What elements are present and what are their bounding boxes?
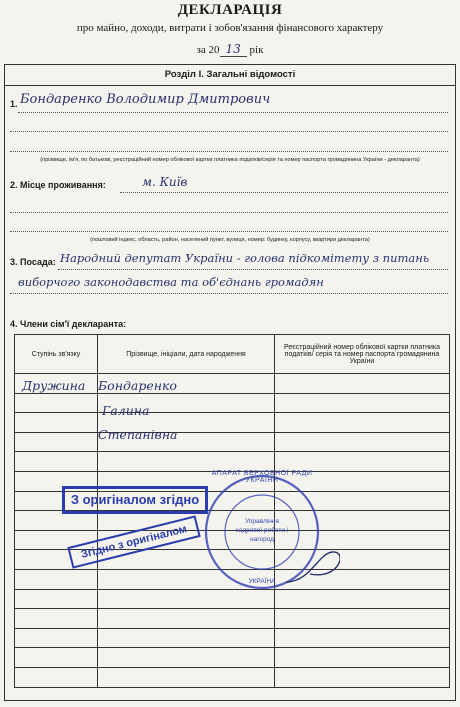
col-header-relation: Ступінь зв'язку <box>15 335 98 374</box>
section-title: Розділ І. Загальні відомості <box>4 64 456 86</box>
member-firstname-handwritten: Галина <box>102 403 150 418</box>
seal-outer-text: АПАРАТ ВЕРХОВНОЇ РАДИ УКРАЇНИ <box>211 470 313 484</box>
document-subtitle: про майно, доходи, витрати і зобов'язання фінансового характеру <box>76 22 384 34</box>
item2-line-2 <box>10 212 448 213</box>
item2-line-1 <box>120 192 448 193</box>
item2-caption: (поштовий індекс, область, район, населений пункт, вулиця, номер: будинку, корпусу, квартири декларанта) <box>90 237 370 243</box>
item2-line-3 <box>10 231 448 232</box>
item1-number: 1. <box>10 99 18 109</box>
seal-inner-text: Управління кадрової роботи і нагород <box>235 518 289 543</box>
table-row <box>15 667 450 687</box>
table-row <box>15 413 450 433</box>
item3-label: 3. Посада: <box>10 257 56 267</box>
item1-name-handwritten: Бондаренко Володимир Дмитрович <box>20 92 271 107</box>
tilted-certification-stamp: Згідно з оригіналом <box>67 515 200 568</box>
table-header-row <box>15 335 450 374</box>
year-line <box>0 42 460 56</box>
item3-position-line1: Народний депутат України - голова підкомітету з питань <box>60 251 430 265</box>
item2-city-handwritten: м. Київ <box>142 175 188 189</box>
year-suffix: рік <box>249 44 264 56</box>
table-row <box>15 609 450 629</box>
item2-label: 2. Місце проживання: <box>10 180 106 190</box>
member-surname-handwritten: Бондаренко <box>98 378 177 393</box>
item1-caption: (прізвище, ім'я, по батькові, реєстраційний номер облікової картки платника податків/серія та номер паспорта громадянина України - декларанта) <box>40 157 420 163</box>
table-row <box>15 452 450 472</box>
item3-position-line2: виборчого законодавства та об'єднань громадян <box>18 275 324 289</box>
year-prefix: за 20 <box>196 44 220 56</box>
member-patronymic-handwritten: Степанівна <box>98 427 178 442</box>
col-header-tax-id: Реєстраційний номер облікової картки платника податків/ серія та номер паспорта громадянина України <box>275 335 450 374</box>
seal-bottom-text: УКРАЇНА <box>248 578 276 585</box>
item1-line-3 <box>10 151 448 152</box>
table-row <box>15 393 450 413</box>
item3-line-2 <box>10 293 448 294</box>
item4-label: 4. Члени сім'ї декларанта: <box>10 319 127 329</box>
document-title: ДЕКЛАРАЦІЯ <box>177 2 283 18</box>
table-row <box>15 628 450 648</box>
item3-line-1 <box>58 269 448 270</box>
table-row <box>15 648 450 668</box>
year-handwritten: 13 <box>220 42 247 57</box>
item1-line-1 <box>18 112 448 113</box>
copy-certification-stamp: З оригіналом згідно <box>62 486 208 514</box>
member-relation-handwritten: Дружина <box>22 378 86 393</box>
item1-line-2 <box>10 131 448 132</box>
col-header-name: Прізвище, ініціали, дата народження <box>98 335 275 374</box>
table-row <box>15 432 450 452</box>
